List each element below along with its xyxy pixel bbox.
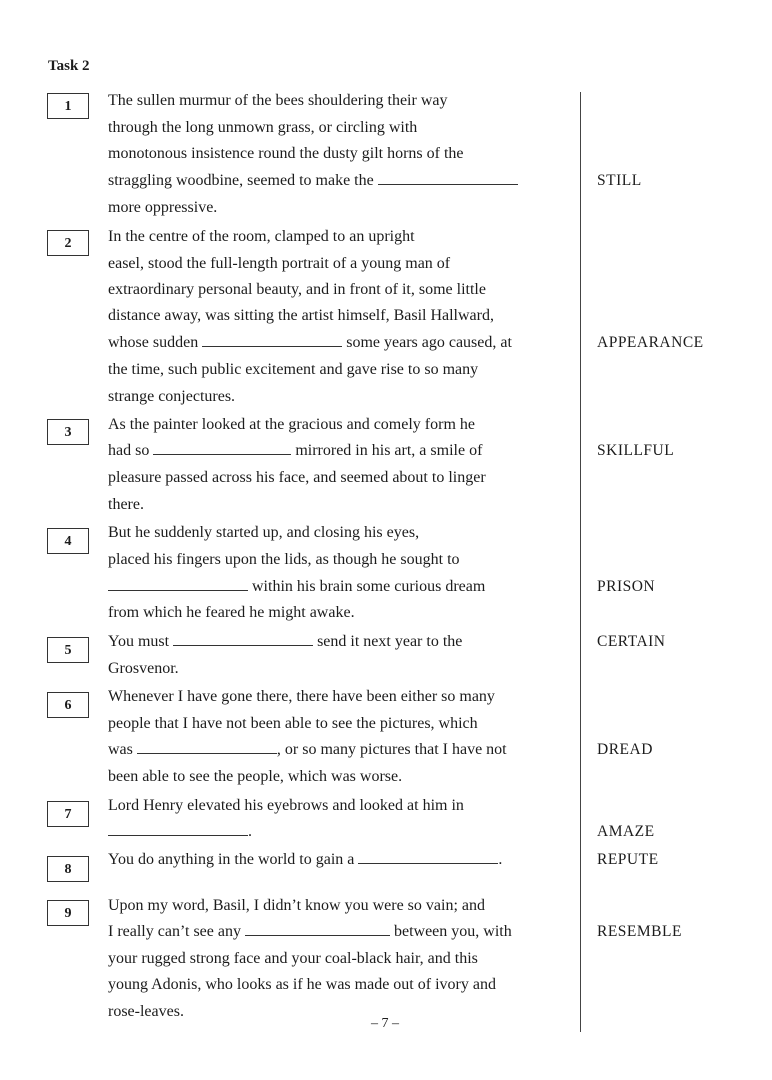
text-line [108, 822, 252, 842]
text-line: The sullen murmur of the bees shouldering their way [108, 92, 448, 109]
task-title: Task 2 [48, 58, 90, 74]
text-segment: was [108, 741, 137, 758]
keyword: SKILLFUL [597, 442, 675, 459]
text-segment: I really can’t see any [108, 923, 245, 940]
answer-blank[interactable] [153, 442, 291, 455]
text-line: from which he feared he might awake. [108, 604, 355, 621]
item-number-box: 3 [47, 419, 89, 445]
text-segment: mirrored in his art, a smile of [291, 442, 483, 459]
answer-blank[interactable] [358, 851, 498, 864]
answer-blank[interactable] [245, 923, 390, 936]
text-segment: whose sudden [108, 334, 203, 351]
keyword: RESEMBLE [597, 923, 682, 940]
text-line: Grosvenor. [108, 660, 179, 677]
text-line: monotonous insistence round the dusty gilt horns of the [108, 145, 464, 162]
text-line [108, 171, 518, 191]
keyword: CERTAIN [597, 633, 666, 650]
text-line: Whenever I have gone there, there have been either so many [108, 688, 495, 705]
text-line: easel, stood the full-length portrait of a young man of [108, 255, 451, 272]
text-line: placed his fingers upon the lids, as though he sought to [108, 551, 460, 568]
text-segment: within his brain some curious dream [248, 578, 486, 595]
text-line [108, 632, 462, 652]
text-segment: had so [108, 442, 154, 459]
text-line: distance away, was sitting the artist himself, Basil Hallward, [108, 307, 494, 324]
keyword: APPEARANCE [597, 334, 704, 351]
item-number-box: 1 [47, 93, 89, 119]
text-line: rose-leaves. [108, 1003, 184, 1020]
keyword: STILL [597, 172, 642, 189]
text-line: extraordinary personal beauty, and in front of it, some little [108, 281, 486, 298]
keyword: REPUTE [597, 851, 659, 868]
item-number-box: 8 [47, 856, 89, 882]
item-number-box: 2 [47, 230, 89, 256]
text-segment: . [498, 851, 503, 868]
answer-blank[interactable] [378, 172, 518, 185]
keyword: DREAD [597, 741, 653, 758]
answer-blank[interactable] [137, 741, 277, 754]
text-line: more oppressive. [108, 199, 218, 216]
text-line: young Adonis, who looks as if he was made out of ivory and [108, 976, 496, 993]
text-line [108, 850, 502, 870]
text-line: there. [108, 496, 144, 513]
keyword: AMAZE [597, 823, 655, 840]
text-line: As the painter looked at the gracious and comely form he [108, 416, 475, 433]
answer-blank[interactable] [202, 334, 342, 347]
text-segment: between you, with [389, 923, 512, 940]
text-line: the time, such public excitement and gave rise to so many [108, 361, 479, 378]
item-number-box: 9 [47, 900, 89, 926]
text-segment: . [248, 823, 252, 840]
item-number-box: 6 [47, 692, 89, 718]
text-line: Upon my word, Basil, I didn’t know you were so vain; and [108, 897, 485, 914]
item-number-box: 4 [47, 528, 89, 554]
answer-blank[interactable] [108, 823, 248, 836]
item-number-box: 7 [47, 801, 89, 827]
text-line [108, 922, 512, 942]
column-divider [580, 92, 581, 1032]
text-segment: You do anything in the world to gain a [108, 851, 359, 868]
text-segment: send it next year to the [313, 633, 463, 650]
text-segment: , or so many pictures that I have not [276, 741, 507, 758]
text-line: strange conjectures. [108, 388, 236, 405]
item-number-box: 5 [47, 637, 89, 663]
text-line: been able to see the people, which was worse. [108, 768, 403, 785]
text-segment: straggling woodbine, seemed to make the [108, 172, 378, 189]
keyword: PRISON [597, 578, 656, 595]
text-line [108, 441, 482, 461]
text-line: But he suddenly started up, and closing his eyes, [108, 524, 420, 541]
text-line: through the long unmown grass, or circling with [108, 119, 418, 136]
text-segment: You must [108, 633, 174, 650]
text-line: people that I have not been able to see the pictures, which [108, 715, 478, 732]
text-line: Lord Henry elevated his eyebrows and looked at him in [108, 797, 464, 814]
text-line: In the centre of the room, clamped to an upright [108, 228, 415, 245]
answer-blank[interactable] [108, 578, 248, 591]
text-line: pleasure passed across his face, and seemed about to linger [108, 469, 486, 486]
text-segment: some years ago caused, at [342, 334, 512, 351]
page-number: – 7 – [371, 1016, 399, 1031]
text-line [108, 577, 485, 597]
answer-blank[interactable] [173, 633, 313, 646]
text-line: your rugged strong face and your coal-black hair, and this [108, 950, 478, 967]
text-line [108, 333, 512, 353]
text-line [108, 740, 507, 760]
